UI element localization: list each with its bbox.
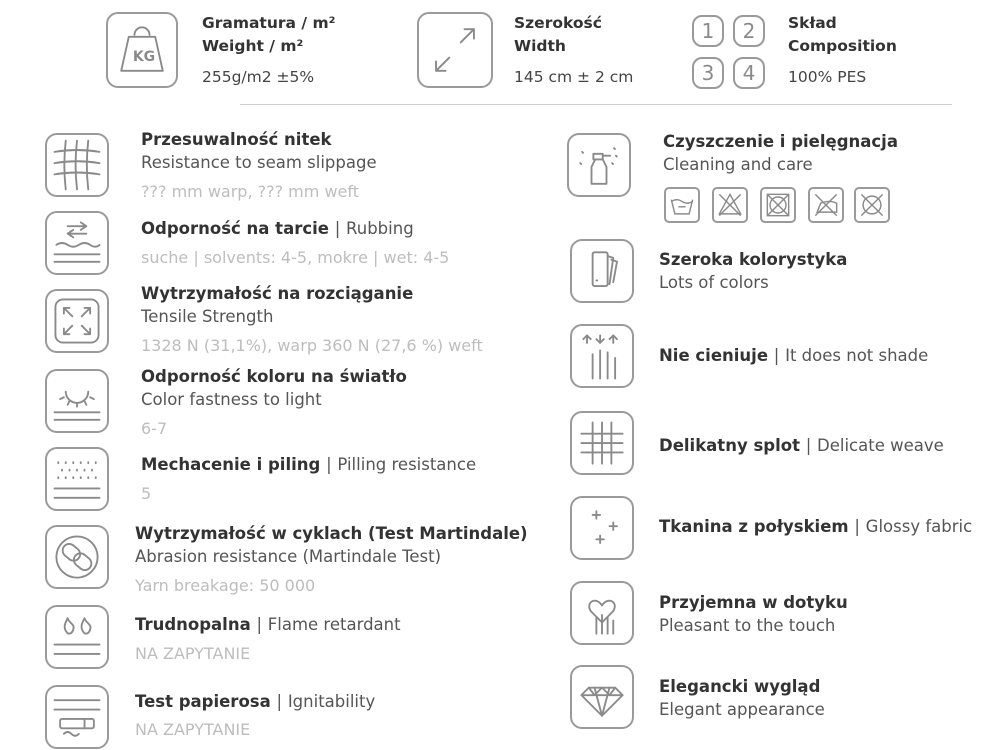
composition-value: 100% PES bbox=[788, 68, 867, 86]
wash-30-icon bbox=[664, 187, 700, 223]
weave-separator: | bbox=[805, 436, 812, 455]
flame-icon bbox=[45, 605, 109, 669]
pilling-dots-icon bbox=[45, 447, 109, 511]
martindale-value: Yarn breakage: 50 000 bbox=[135, 576, 316, 595]
rubbing-title-line bbox=[141, 219, 414, 238]
flame-separator: | bbox=[256, 615, 263, 634]
lightfast-value: 6-7 bbox=[141, 419, 168, 438]
flame-subtitle: Flame retardant bbox=[267, 615, 401, 634]
shade-title: Nie cieniuje bbox=[659, 346, 769, 365]
glossy-subtitle: Glossy fabric bbox=[865, 517, 973, 536]
spray-bottle-icon bbox=[567, 133, 631, 197]
pilling-title-line bbox=[141, 455, 476, 474]
rubbing-title: Odporność na tarcie bbox=[141, 219, 329, 238]
composition-label-en: Composition bbox=[788, 37, 897, 55]
kg-label: KG bbox=[132, 49, 156, 65]
no-tumble-dry-icon bbox=[760, 187, 796, 223]
composition-number-4-icon: 4 bbox=[733, 57, 765, 89]
sparkle-icon bbox=[570, 496, 634, 560]
tensile-value: 1328 N (31,1%), warp 360 N (27,6 %) weft bbox=[141, 336, 483, 355]
composition-label-pl: Skład bbox=[788, 14, 837, 32]
tensile-stretch-icon bbox=[45, 289, 109, 353]
glossy-title: Tkanina z połyskiem bbox=[659, 517, 849, 536]
elegant-title: Elegancki wygląd bbox=[659, 677, 821, 696]
pilling-subtitle: Pilling resistance bbox=[337, 455, 477, 474]
touch-subtitle: Pleasant to the touch bbox=[659, 616, 836, 635]
rubbing-value: suche | solvents: 4-5, mokre | wet: 4-5 bbox=[141, 248, 450, 267]
lightfast-subtitle: Color fastness to light bbox=[141, 390, 322, 409]
width-label-en: Width bbox=[514, 37, 566, 55]
weave-title: Delikatny splot bbox=[659, 436, 800, 455]
cigarette-subtitle: Ignitability bbox=[287, 692, 376, 711]
glossy-title-line bbox=[659, 517, 972, 536]
rubbing-separator: | bbox=[334, 219, 341, 238]
martindale-subtitle: Abrasion resistance (Martindale Test) bbox=[135, 547, 442, 566]
cigarette-title: Test papierosa bbox=[135, 692, 271, 711]
color-swatches-icon bbox=[570, 239, 634, 303]
touch-title: Przyjemna w dotyku bbox=[659, 593, 848, 612]
care-title: Czyszczenie i pielęgnacja bbox=[663, 132, 898, 151]
tensile-subtitle: Tensile Strength bbox=[141, 307, 274, 326]
flame-title: Trudnopalna bbox=[135, 615, 251, 634]
header-divider bbox=[240, 104, 952, 105]
cigarette-value: NA ZAPYTANIE bbox=[135, 720, 251, 739]
width-value: 145 cm ± 2 cm bbox=[514, 68, 634, 86]
weave-icon bbox=[570, 411, 634, 475]
cigarette-title-line bbox=[135, 692, 375, 711]
rubbing-icon bbox=[45, 211, 109, 275]
cigarette-separator: | bbox=[276, 692, 283, 711]
glossy-separator: | bbox=[854, 517, 860, 536]
seam-title: Przesuwalność nitek bbox=[141, 130, 332, 149]
martindale-title: Wytrzymałość w cyklach (Test Martindale) bbox=[135, 524, 528, 543]
weight-value: 255g/m2 ±5% bbox=[202, 68, 315, 86]
seam-value: ??? mm warp, ??? mm weft bbox=[141, 182, 359, 201]
shade-subtitle: It does not shade bbox=[785, 346, 929, 365]
cigarette-icon bbox=[45, 685, 109, 749]
expand-arrows-icon bbox=[417, 12, 493, 88]
hand-swipe-icon bbox=[570, 324, 634, 388]
weave-subtitle: Delicate weave bbox=[817, 436, 944, 455]
weight-label-en: Weight / m² bbox=[202, 37, 304, 55]
diamond-icon bbox=[570, 665, 634, 729]
no-iron-icon bbox=[808, 187, 844, 223]
flame-title-line bbox=[135, 615, 401, 634]
weave-title-line bbox=[659, 436, 944, 455]
pilling-value: 5 bbox=[141, 484, 152, 503]
flame-value: NA ZAPYTANIE bbox=[135, 644, 251, 663]
kg-weight-icon bbox=[106, 12, 178, 88]
sun-fabric-icon bbox=[45, 369, 109, 433]
composition-number-2-icon: 2 bbox=[733, 15, 765, 47]
composition-number-3-icon: 3 bbox=[692, 57, 724, 89]
no-dry-clean-icon bbox=[854, 187, 890, 223]
shade-title-line bbox=[659, 346, 928, 365]
grid-fabric-icon bbox=[45, 133, 109, 197]
rubbing-subtitle: Rubbing bbox=[346, 219, 414, 238]
composition-number-1-icon: 1 bbox=[692, 15, 724, 47]
care-subtitle: Cleaning and care bbox=[663, 155, 813, 174]
pilling-title: Mechacenie i piling bbox=[141, 455, 321, 474]
colors-subtitle: Lots of colors bbox=[659, 273, 769, 292]
no-bleach-icon bbox=[712, 187, 748, 223]
weight-label-pl: Gramatura / m² bbox=[202, 14, 336, 32]
width-label-pl: Szerokość bbox=[514, 14, 602, 32]
hand-heart-icon bbox=[570, 581, 634, 645]
lightfast-title: Odporność koloru na światło bbox=[141, 367, 407, 386]
elegant-subtitle: Elegant appearance bbox=[659, 700, 825, 719]
chain-links-icon bbox=[45, 525, 109, 589]
pilling-separator: | bbox=[326, 455, 332, 474]
shade-separator: | bbox=[773, 346, 780, 365]
tensile-title: Wytrzymałość na rozciąganie bbox=[141, 284, 414, 303]
colors-title: Szeroka kolorystyka bbox=[659, 250, 848, 269]
seam-subtitle: Resistance to seam slippage bbox=[141, 153, 377, 172]
